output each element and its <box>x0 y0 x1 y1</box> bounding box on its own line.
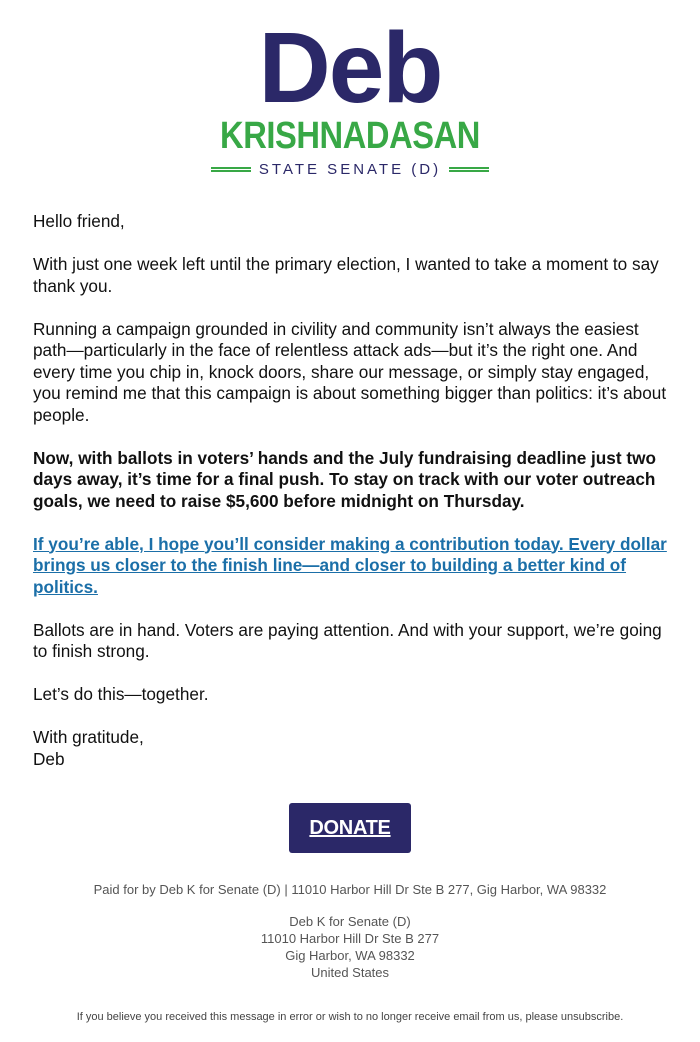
sign-off <box>33 727 673 770</box>
paid-for-disclaimer: Paid for by Deb K for Senate (D) | 11010 Harbor Hill Dr Ste B 277, Gig Harbor, WA 98332 <box>93 882 607 897</box>
paragraph-fundraising-goal: Now, with ballots in voters’ hands and the July fundraising deadline just two days away, it’s time for a final push. To stay on track with our voter outreach goals, we need to raise $5,600 before midnight on Thursday. <box>33 447 656 511</box>
unsubscribe-notice[interactable]: If you believe you received this message in error or wish to no longer receive email from us, please unsubscribe. <box>76 1011 624 1023</box>
address-line-street: 11010 Harbor Hill Dr Ste B 277 <box>260 931 440 946</box>
closing: With gratitude, <box>33 727 144 747</box>
logo-left-rule <box>211 167 251 172</box>
paragraph-contribute-link-wrap <box>33 534 673 599</box>
paragraph-together: Let’s do this—together. <box>33 684 209 704</box>
paragraph-finish-strong: Ballots are in hand. Voters are paying attention. And with your support, we’re going to finish strong. <box>33 619 662 661</box>
greeting: Hello friend, <box>33 211 125 231</box>
campaign-logo <box>0 12 700 180</box>
email-body <box>33 211 673 770</box>
mailing-address <box>0 913 700 981</box>
logo-first-name: Deb <box>258 12 442 124</box>
address-line-country: United States <box>310 965 390 980</box>
paragraph-intro: With just one week left until the primary election, I wanted to take a moment to say thank you. <box>33 254 659 296</box>
signature: Deb <box>33 748 65 769</box>
logo-office-row <box>0 158 700 180</box>
donate-button[interactable]: DONATE <box>289 803 411 853</box>
logo-last-name: KRISHNADASAN <box>220 115 480 157</box>
contribute-link[interactable]: If you’re able, I hope you’ll consider making a contribution today. Every dollar brings us closer to the finish line—and closer to building a better kind of politics. <box>33 533 667 597</box>
address-line-city: Gig Harbor, WA 98332 <box>285 948 415 963</box>
paragraph-campaign: Running a campaign grounded in civility and community isn’t always the easiest path—particularly in the face of relentless attack ads—but it’s the right one. And every time you chip in, knock doors, share our message, or simply stay engaged, you remind me that this campaign is about something bigger than politics: it’s about people. <box>33 318 667 425</box>
donate-wrap <box>0 803 700 853</box>
address-line-org: Deb K for Senate (D) <box>289 914 411 929</box>
logo-office: STATE SENATE (D) <box>258 160 442 178</box>
logo-right-rule <box>449 167 489 172</box>
